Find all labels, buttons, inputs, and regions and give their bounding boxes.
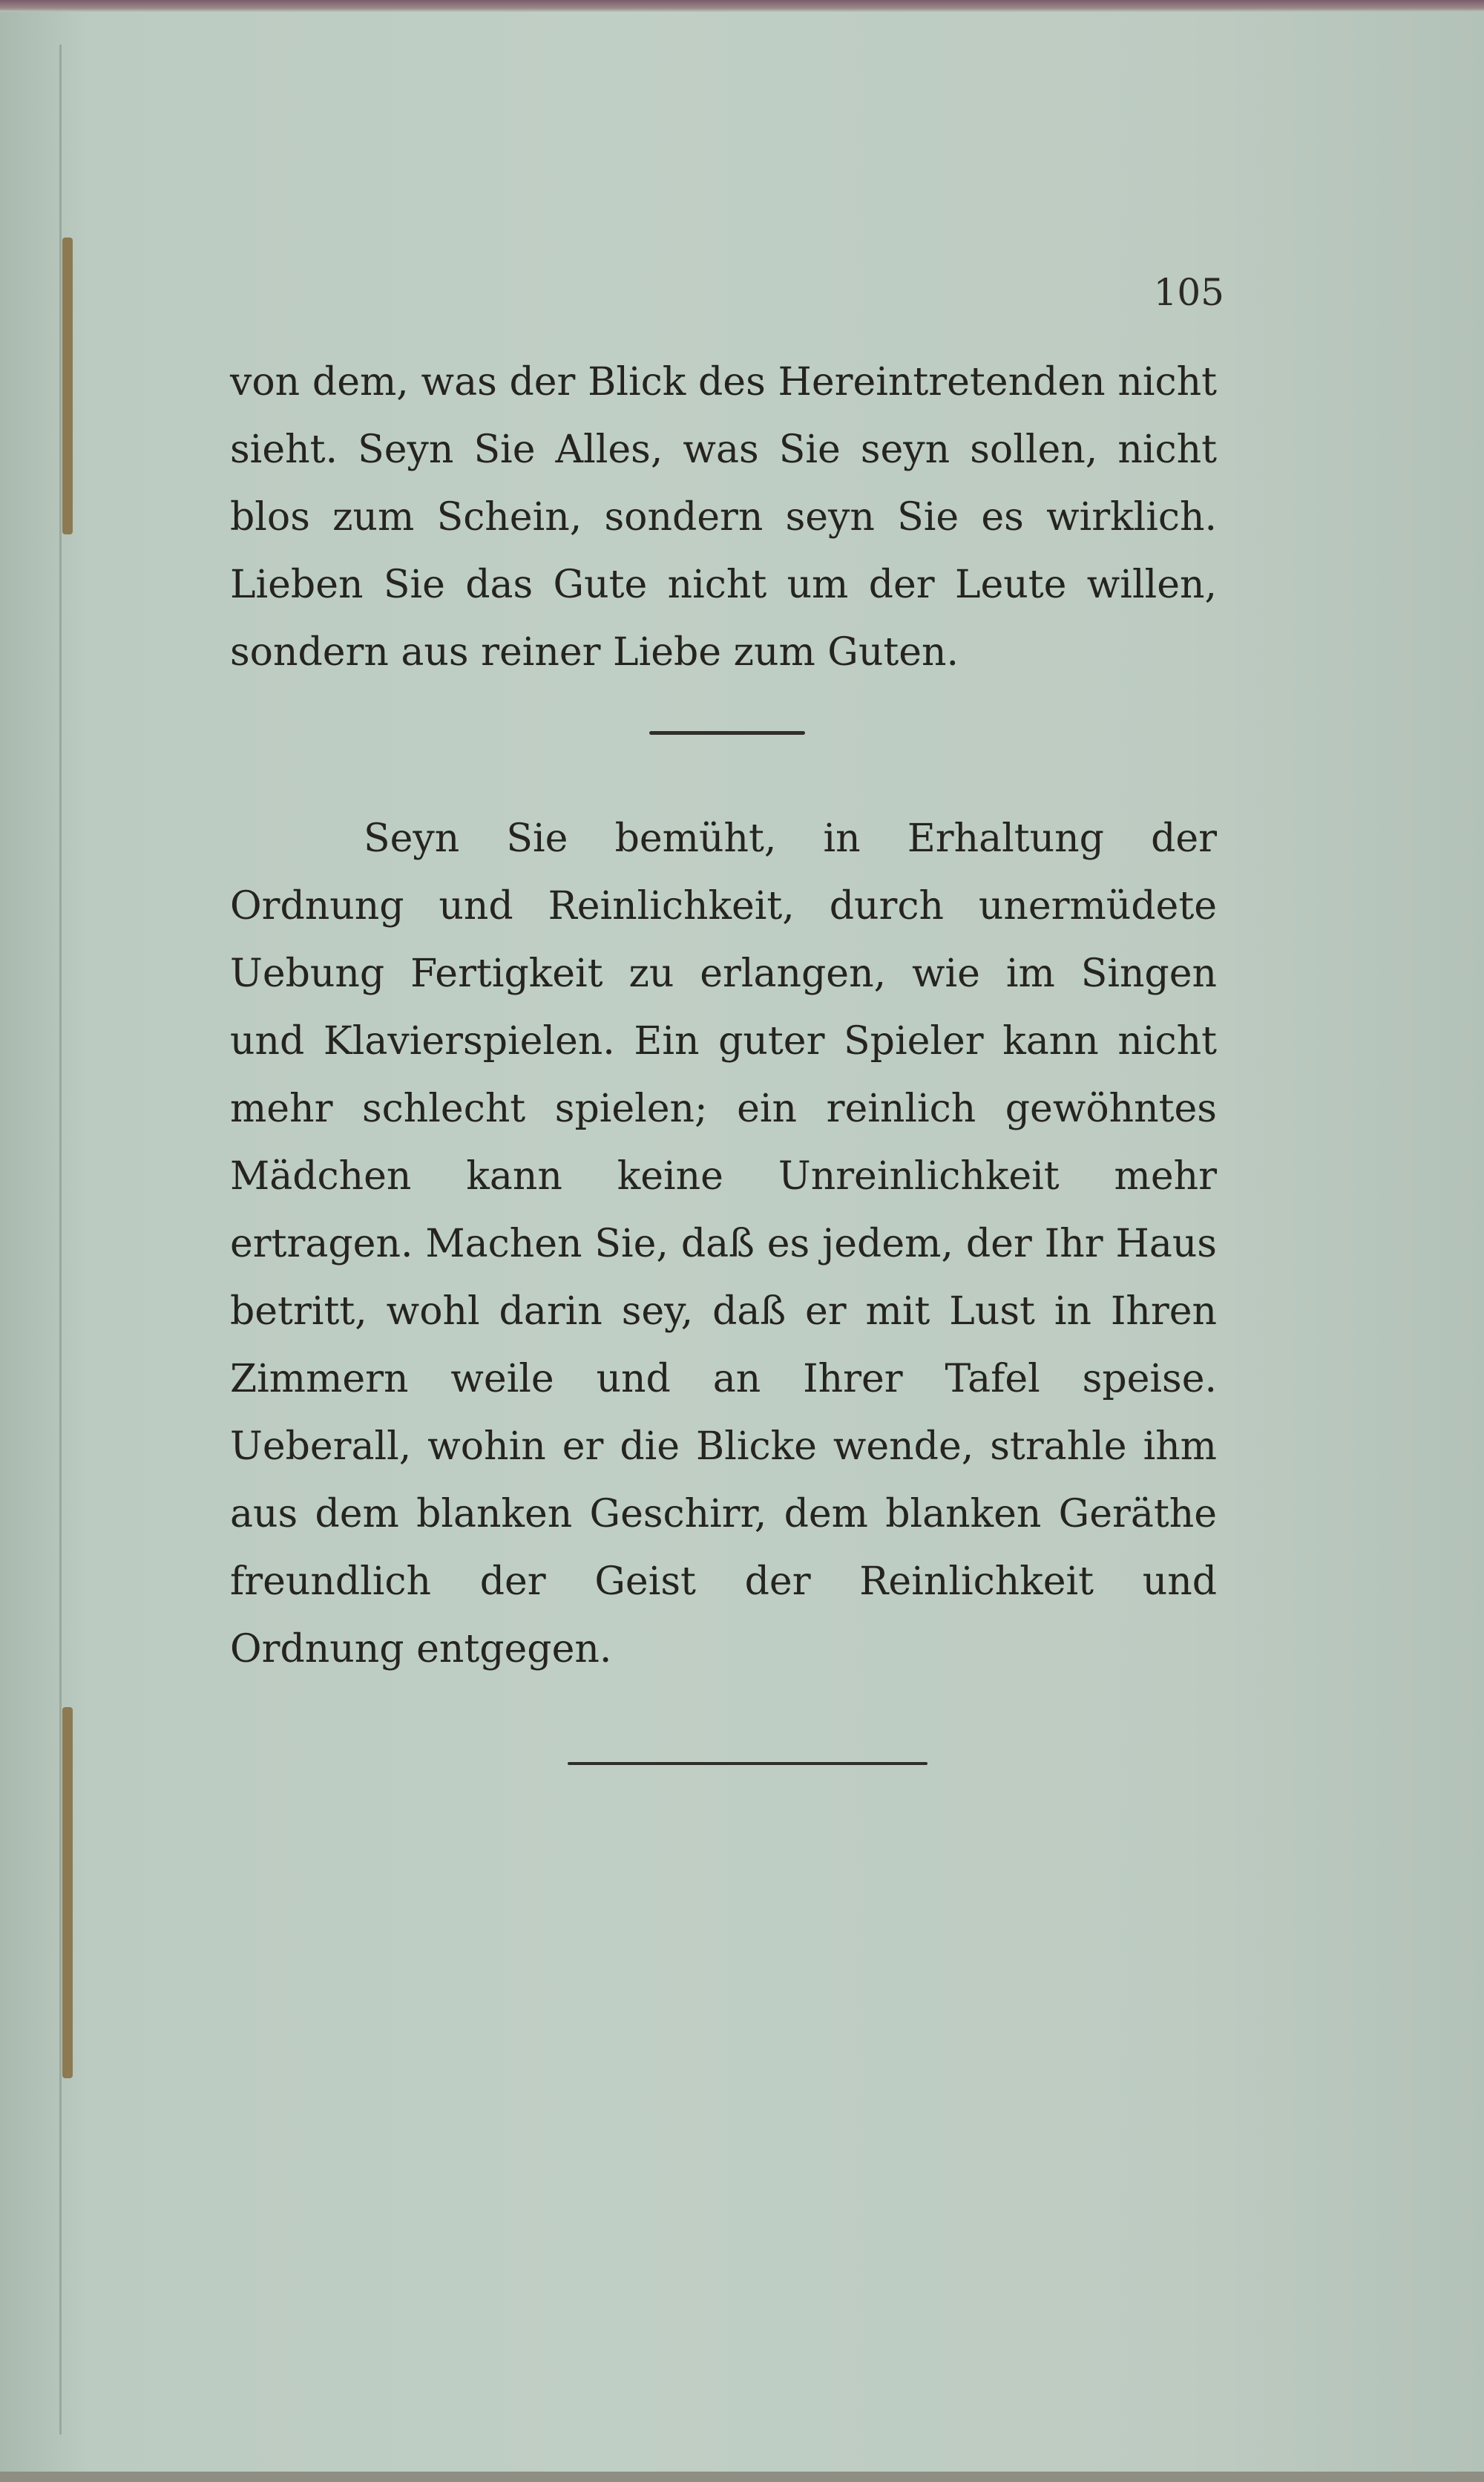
- binding-stitch: [62, 238, 73, 534]
- end-divider: [568, 1762, 928, 1765]
- page-number: 105: [1153, 271, 1224, 314]
- binding-stitch: [62, 1707, 73, 2078]
- paragraph-1: von dem, was der Blick des Hereintretenden nicht sieht. Seyn Sie Alles, was Sie seyn sollen, nicht blos zum Schein, sondern seyn Sie es wirklich. Lieben Sie das Gute nicht um der Leute willen, sondern aus reiner Liebe zum Guten.: [230, 360, 1217, 675]
- paragraph-2: Seyn Sie bemüht, in Erhaltung der Ordnung und Reinlichkeit, durch unermüdete Uebung Fertigkeit zu erlangen, wie im Singen und Klavierspielen. Ein guter Spieler kann nicht mehr schlecht spielen; ein reinlich gewöhntes Mädchen kann keine Unreinlichkeit mehr ertragen. Machen Sie, daß es jedem, der Ihr Haus betritt, wohl darin sey, daß er mit Lust in Ihren Zimmern weile und an Ihrer Tafel speise. Ueberall, wohin er die Blicke wende, strahle ihm aus dem blanken Geschirr, dem blanken Geräthe freundlich der Geist der Reinlichkeit und Ordnung entgegen.: [230, 816, 1217, 1671]
- page-bottom-edge: [0, 2472, 1484, 2482]
- section-divider: [649, 731, 805, 735]
- page-top-edge: [0, 0, 1484, 12]
- binding-gutter: [59, 45, 62, 2434]
